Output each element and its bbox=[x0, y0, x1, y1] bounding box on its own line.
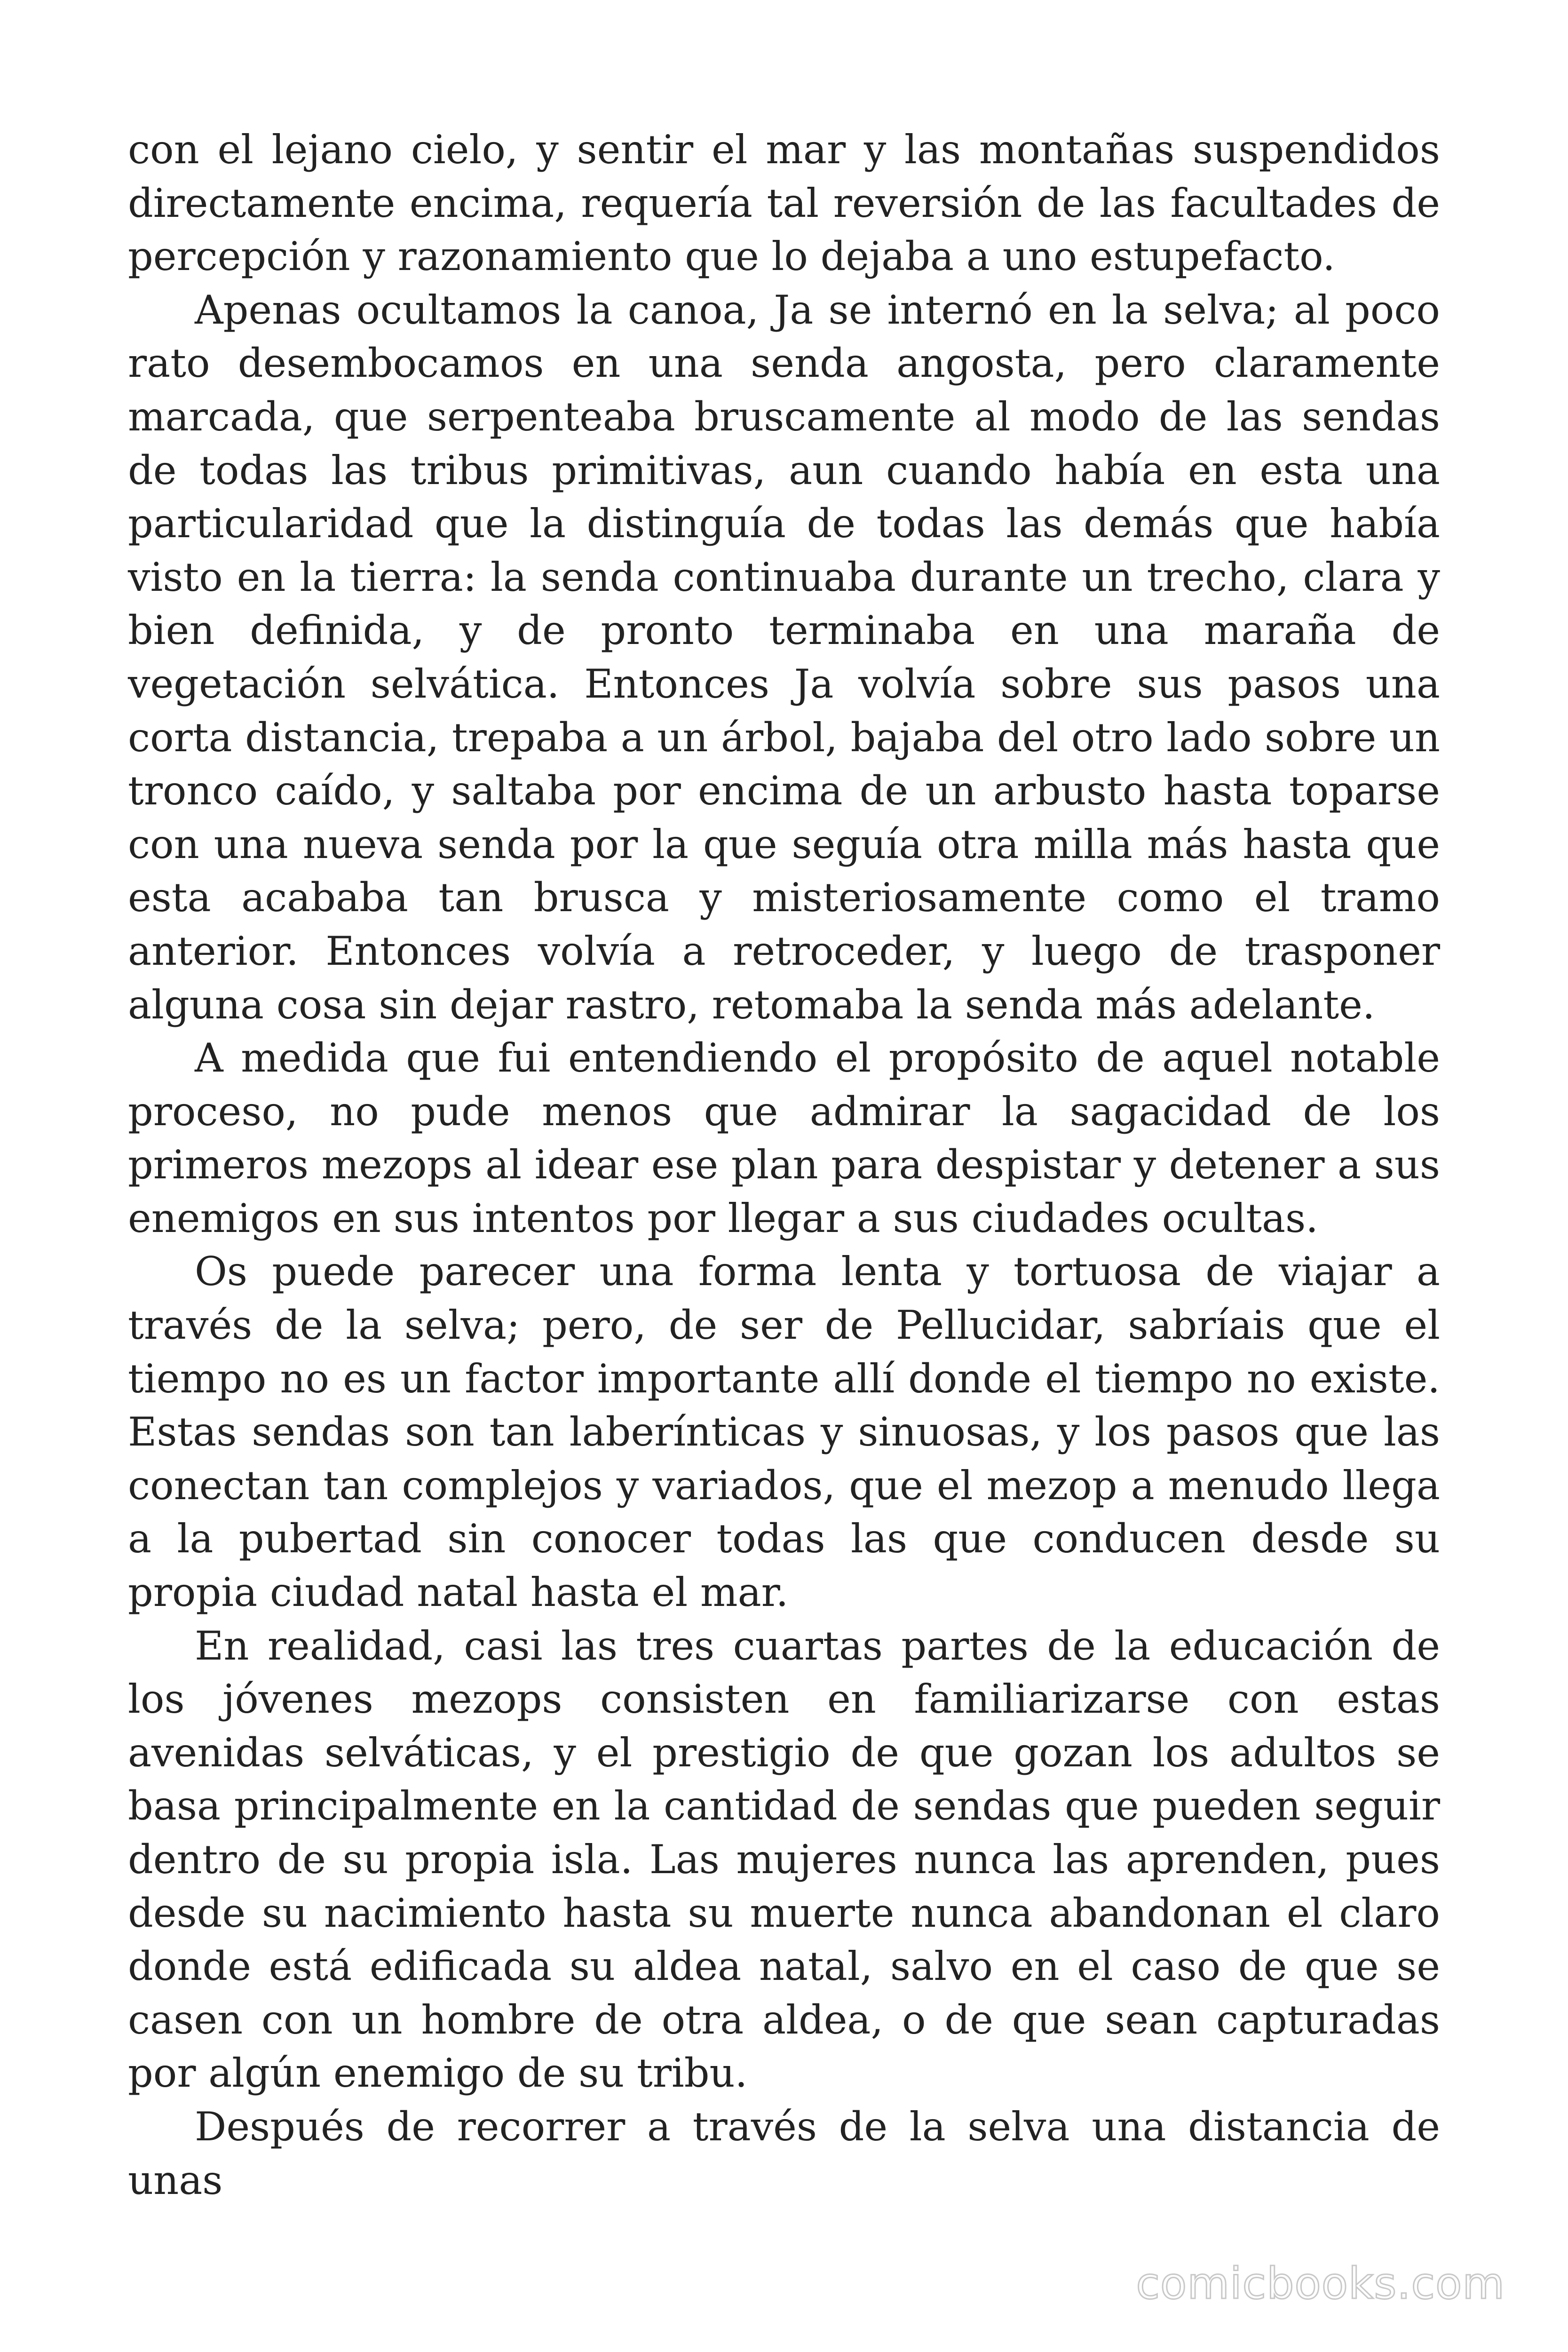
paragraph: Después de recorrer a través de la selva una distancia de unas bbox=[128, 2103, 1440, 2203]
paragraph: Os puede parecer una forma lenta y tortuosa de viajar a través de la selva; pero, de ser de Pellucidar, sabríais que el tiempo no es un factor importante allí donde el tiempo no existe. Estas sendas son tan laberínticas y sinuosas, y los pasos que las conectan tan complejos y variados, que el mezop a menudo llega a la pubertad sin conocer todas las que conducen desde su propia ciudad natal hasta el mar. bbox=[128, 1248, 1440, 1616]
paragraph: con el lejano cielo, y sentir el mar y las montañas suspendidos directamente encima, requería tal reversión de las facultades de percepción y razonamiento que lo dejaba a uno estupefacto. bbox=[128, 127, 1440, 280]
watermark: comicbooks.com bbox=[1136, 2258, 1505, 2309]
paragraph: En realidad, casi las tres cuartas partes de la educación de los jóvenes mezops consisten en familiarizarse con estas avenidas selváticas, y el prestigio de que gozan los adultos se basa principalmente en la cantidad de sendas que pueden seguir dentro de su propia isla. Las mujeres nunca las aprenden, pues desde su nacimiento hasta su muerte nunca abandonan el claro donde está edificada su aldea natal, salvo en el caso de que se casen con un hombre de otra aldea, o de que sean capturadas por algún enemigo de su tribu. bbox=[128, 1622, 1440, 2097]
paragraph: Apenas ocultamos la canoa, Ja se internó en la selva; al poco rato desembocamos en una senda angosta, pero claramente marcada, que serpenteaba bruscamente al modo de las sendas de todas las tribus primitivas, aun cuando había en esta una particularidad que la distinguía de todas las demás que había visto en la tierra: la senda continuaba durante un trecho, clara y bien definida, y de pronto terminaba en una maraña de vegetación selvática. Entonces Ja volvía sobre sus pasos una corta distancia, trepaba a un árbol, bajaba del otro lado sobre un tronco caído, y saltaba por encima de un arbusto hasta toparse con una nueva senda por la que seguía otra milla más hasta que esta acababa tan brusca y misteriosamente como el tramo anterior. Entonces volvía a retroceder, y luego de trasponer alguna cosa sin dejar rastro, retomaba la senda más adelante. bbox=[128, 286, 1440, 1028]
paragraph: A medida que fui entendiendo el propósito de aquel notable proceso, no pude menos que admirar la sagacidad de los primeros mezops al idear ese plan para despistar y detener a sus enemigos en sus intentos por llegar a sus ciudades ocultas. bbox=[128, 1035, 1440, 1241]
page-body bbox=[128, 123, 1440, 2207]
